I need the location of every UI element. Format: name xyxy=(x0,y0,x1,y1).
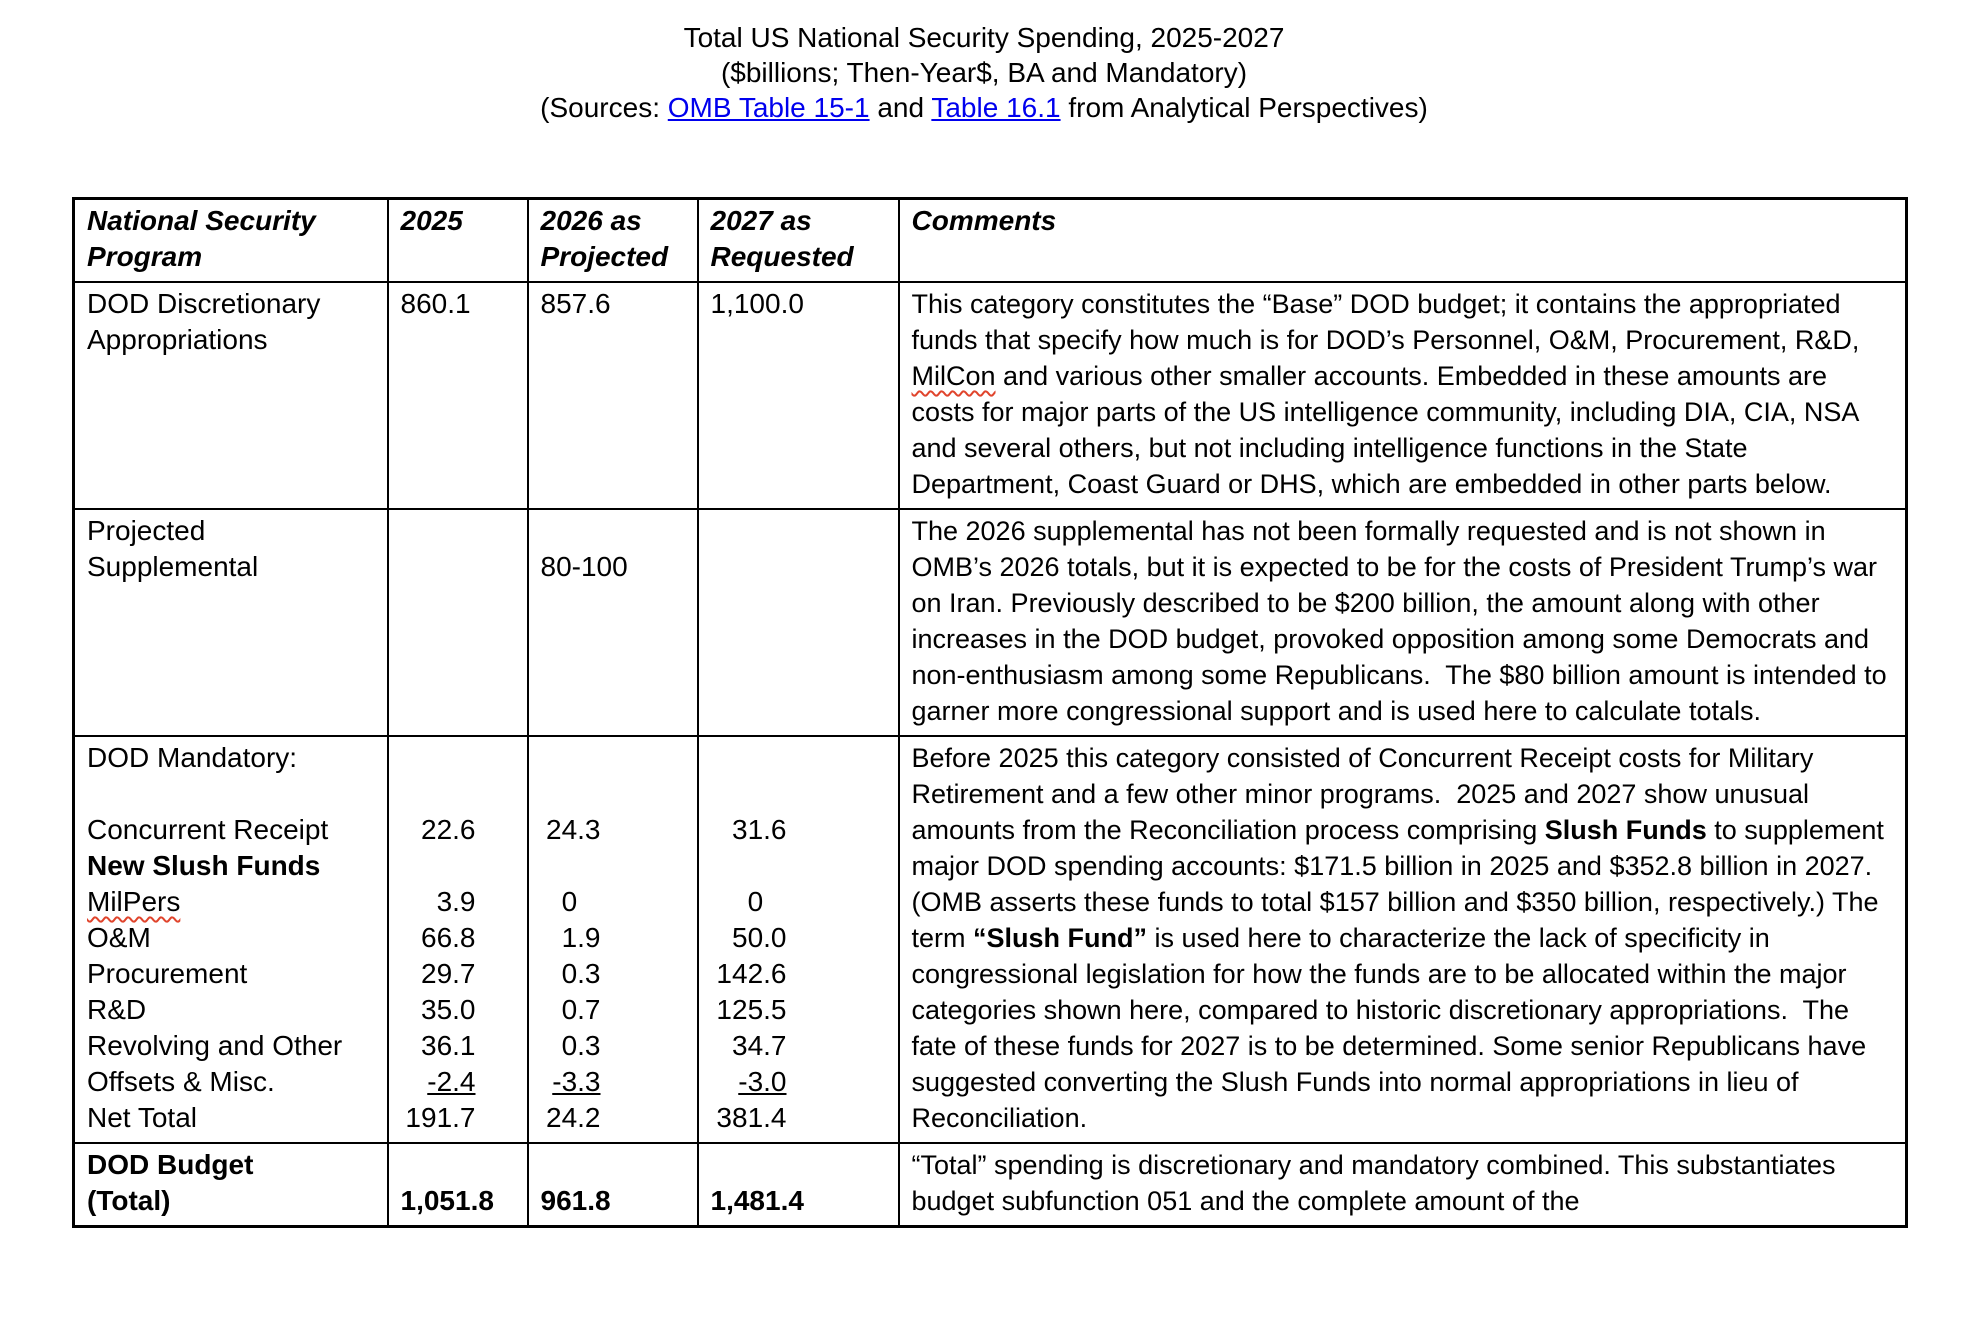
cell-program-dod-discretionary: DOD Discretionary Appropriations xyxy=(74,282,388,509)
cell-2026-dod-budget-total: 961.8 xyxy=(528,1143,698,1227)
title-line-3-sources: (Sources: OMB Table 15-1 and Table 16.1 from Analytical Perspectives) xyxy=(540,92,1428,123)
col-header-comments: Comments xyxy=(899,199,1907,283)
cell-2027-dod-budget-total: 1,481.4 xyxy=(698,1143,899,1227)
col-header-2025: 2025 xyxy=(388,199,528,283)
cell-2026-projected-supplemental: 80-100 xyxy=(528,509,698,736)
row-dod-budget-total xyxy=(74,1143,1907,1227)
cell-2025-dod-mandatory: 22.6 3.9 66.8 29.7 35.0 36.1 -2.4 191.7 xyxy=(388,736,528,1143)
cell-2025-dod-budget-total: 1,051.8 xyxy=(388,1143,528,1227)
cell-2025-projected-supplemental-empty xyxy=(388,509,528,736)
row-projected-supplemental xyxy=(74,509,1907,736)
title-line-1: Total US National Security Spending, 2025-2027 xyxy=(683,22,1285,53)
col-header-2026-projected: 2026 as Projected xyxy=(528,199,698,283)
source-link[interactable]: Table 16.1 xyxy=(931,92,1061,123)
cell-2027-projected-supplemental-empty xyxy=(698,509,899,736)
col-header-2027-requested: 2027 as Requested xyxy=(698,199,899,283)
cell-program-dod-budget-total: DOD Budget (Total) xyxy=(74,1143,388,1227)
cell-2027-dod-mandatory: 31.6 0 50.0 142.6 125.5 34.7 -3.0 381.4 xyxy=(698,736,899,1143)
cell-program-projected-supplemental: Projected Supplemental xyxy=(74,509,388,736)
national-security-spending-table xyxy=(72,197,1908,1228)
row-dod-mandatory xyxy=(74,736,1907,1143)
cell-comments-dod-mandatory: Before 2025 this category consisted of Concurrent Receipt costs for Military Retirement and a few other minor programs. 2025 and 2027 show unusual amounts from the Reconciliation process comprising Slush Funds to supplement major DOD spending accounts: $171.5 billion in 2025 and $352.8 billion in 2027. (OMB asserts these funds to total $157 billion and $350 billion, respectively.) The term “Slush Fund” is used here to characterize the lack of specificity in congressional legislation for how the funds are to be allocated within the major categories shown here, compared to historic discretionary appropriations. The fate of these funds for 2027 is to be determined. Some senior Republicans have suggested converting the Slush Funds into normal appropriations in lieu of Reconciliation. xyxy=(899,736,1907,1143)
document-title xyxy=(0,0,1968,125)
cell-comments-dod-budget-total: “Total” spending is discretionary and mandatory combined. This substantiates budget subfunction 051 and the complete amount of the xyxy=(899,1143,1907,1227)
header-row xyxy=(74,199,1907,283)
cell-2026-dod-discretionary: 857.6 xyxy=(528,282,698,509)
cell-comments-projected-supplemental: The 2026 supplemental has not been formally requested and is not shown in OMB’s 2026 totals, but it is expected to be for the costs of President Trump’s war on Iran. Previously described to be $200 billion, the amount along with other increases in the DOD budget, provoked opposition among some Democrats and non-enthusiasm among some Republicans. The $80 billion amount is intended to garner more congressional support and is used here to calculate totals. xyxy=(899,509,1907,736)
source-link[interactable]: OMB Table 15-1 xyxy=(667,92,870,123)
cell-2025-dod-discretionary: 860.1 xyxy=(388,282,528,509)
row-dod-discretionary-appropriations xyxy=(74,282,1907,509)
col-header-program: National Security Program xyxy=(74,199,388,283)
cell-program-dod-mandatory: DOD Mandatory: Concurrent Receipt New Slush Funds MilPers O&M Procurement R&D Revolving and Other Offsets & Misc. Net Total xyxy=(74,736,388,1143)
title-line-2: ($billions; Then-Year$, BA and Mandatory) xyxy=(720,57,1248,88)
cell-comments-dod-discretionary: This category constitutes the “Base” DOD budget; it contains the appropriated funds that specify how much is for DOD’s Personnel, O&M, Procurement, R&D, MilCon and various other smaller accounts. Embedded in these amounts are costs for major parts of the US intelligence community, including DIA, CIA, NSA and several others, but not including intelligence functions in the State Department, Coast Guard or DHS, which are embedded in other parts below. xyxy=(899,282,1907,509)
cell-2027-dod-discretionary: 1,100.0 xyxy=(698,282,899,509)
cell-2026-dod-mandatory: 24.3 0 1.9 0.3 0.7 0.3 -3.3 24.2 xyxy=(528,736,698,1143)
